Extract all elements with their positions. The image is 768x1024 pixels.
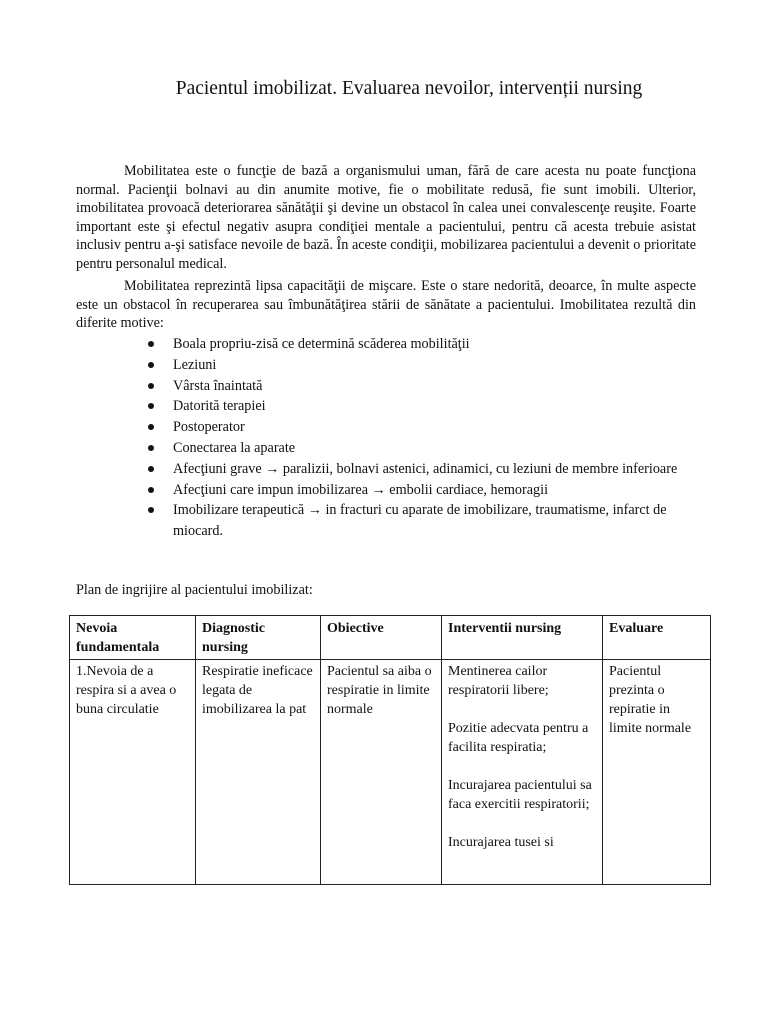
list-item	[148, 396, 708, 417]
list-item-text: Leziuni	[173, 356, 217, 373]
list-item-text: Imobilizare terapeutică → in fracturi cu aparate de imobilizare, traumatisme, infarct de miocard.	[173, 502, 667, 540]
intervention-item: Incurajarea pacientului sa faca exercitii respiratorii;	[448, 778, 592, 812]
bullet-icon	[148, 383, 154, 389]
header-diagnostic: Diagnostic nursing	[196, 616, 321, 660]
list-item	[148, 438, 708, 459]
bullet-icon	[148, 341, 154, 347]
list-item-text: Conectarea la aparate	[173, 439, 296, 456]
document-title: Pacientul imobilizat. Evaluarea nevoilor, intervenții nursing	[175, 78, 643, 99]
causes-bullet-list	[148, 334, 708, 542]
table-row	[70, 660, 711, 885]
list-item	[148, 500, 708, 542]
cell-nevoia: 1.Nevoia de a respira si a avea o buna circulatie	[70, 660, 196, 885]
list-item	[148, 417, 708, 438]
list-item-text: Afecţiuni care impun imobilizarea → embolii cardiace, hemoragii	[173, 481, 549, 498]
care-plan-table	[69, 615, 711, 885]
paragraph-mobility	[76, 162, 696, 274]
care-plan-heading: Plan de ingrijire al pacientului imobilizat:	[76, 582, 313, 598]
table-header-row	[70, 616, 711, 660]
intervention-item: Mentinerea cailor respiratorii libere;	[448, 664, 549, 698]
intervention-item: Pozitie adecvata pentru a facilita respiratia;	[448, 721, 589, 755]
list-item-text: Postoperator	[173, 419, 245, 436]
bullet-icon	[148, 507, 154, 513]
cell-diagnostic: Respiratie ineficace legata de imobilizarea la pat	[196, 660, 321, 885]
list-item	[148, 355, 708, 376]
header-evaluare: Evaluare	[603, 616, 711, 660]
bullet-icon	[148, 403, 154, 409]
list-item-text: Boala propriu-zisă ce determină scăderea mobilităţii	[173, 336, 470, 352]
paragraph-mobility-text: Mobilitatea este o funcţie de bază a organismului uman, fără de care acesta nu poate funcţiona normal. Pacienţii bolnavi au din anumite motive, fie o mobilitate redusă, fie sunt imobili. Ulterior, imobilitatea provoacă deteriorarea sănătăţii şi devine un obstacol în calea unei convalescenţe reuşite. Foarte important este şi efectul negativ asupra condiţiei mentale a pacientului, pentru că acesta trebuie asistat inclusiv pentru a-şi satisface nevoile de bază. În aceste condiţii, mobilizarea pacientului a devenit o prioritate pentru personalul medical.	[76, 163, 696, 272]
paragraph-immobility-text: Mobilitatea reprezintă lipsa capacităţii de mişcare. Este o stare nedorită, deoarce, în multe aspecte este un obstacol în recuperarea sau îmbunătăţirea stării de sănătate a pacientului. Imobilitatea rezultă din diferite motive:	[76, 278, 696, 332]
cell-obiective: Pacientul sa aiba o respiratie in limite normale	[321, 660, 442, 885]
bullet-icon	[148, 466, 154, 472]
header-interventii: Interventii nursing	[442, 616, 603, 660]
bullet-icon	[148, 445, 154, 451]
intervention-item: Incurajarea tusei si	[448, 835, 554, 850]
header-nevoia: Nevoia fundamentala	[70, 616, 196, 660]
list-item-text: Afecţiuni grave → paralizii, bolnavi astenici, adinamici, cu leziuni de membre inferioare	[173, 460, 678, 477]
list-item	[148, 376, 708, 397]
cell-evaluare: Pacientul prezinta o repiratie in limite normale	[603, 660, 711, 885]
paragraph-immobility	[76, 277, 696, 333]
bullet-icon	[148, 487, 154, 493]
header-obiective: Obiective	[321, 616, 442, 660]
list-item	[148, 480, 708, 501]
bullet-icon	[148, 424, 154, 430]
cell-interventii	[442, 660, 603, 885]
bullet-icon	[148, 362, 154, 368]
list-item-text: Datorită terapiei	[173, 398, 266, 415]
list-item	[148, 334, 708, 355]
list-item-text: Vârsta înaintată	[173, 377, 263, 394]
list-item	[148, 459, 708, 480]
